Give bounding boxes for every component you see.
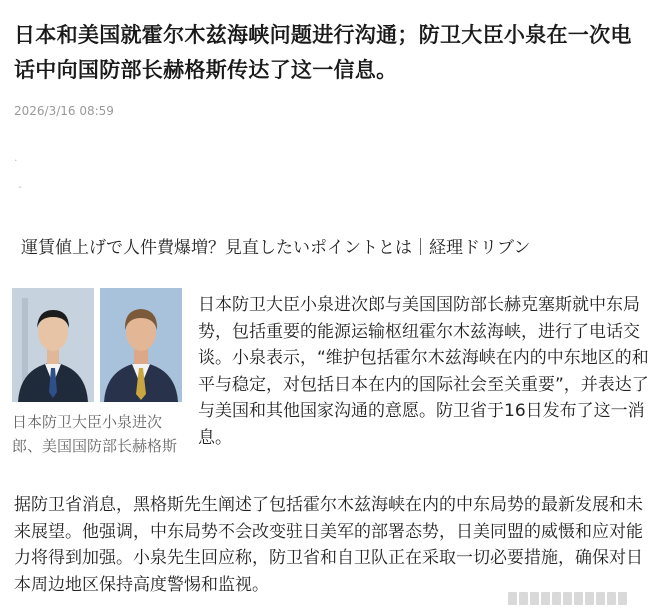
article-paragraph: 日本防卫大臣小泉进次郎与美国国防部长赫克塞斯就中东局势，包括重要的能源运输枢纽霍尔木兹海峡，进行了电话交谈。小泉表示，“维护包括霍尔木兹海峡在内的中东地区的和平与稳定，对包括日本在内的国际社会至关重要”，并表达了与美国和其他国家沟通的意愿。防卫省于16日发布了这一消息。 [198,295,649,448]
separator-dot: · [14,154,18,167]
article-paragraph: 据防卫省消息，黑格斯先生阐述了包括霍尔木兹海峡在内的中东局势的最新发展和未来展望。他强调，中东局势不会改变驻日美军的部署态势，日美同盟的威慑和应对能力将得到加强。小泉先生回应称，防卫省和自卫队正在采取一切必要措施，确保对日本周边地区保持高度警惕和监视。 [14,495,643,595]
photo-caption: 日本防卫大臣小泉进次郎、美国国防部长赫格斯 [12,413,178,455]
portrait-image [100,288,182,402]
blurred-watermark [508,590,642,606]
koizumi-photo [12,288,94,402]
publish-date: 2026/3/16 08:59 [14,104,114,118]
ad-link[interactable]: 運賃値上げで人件費爆増？見直したいポイントとは｜経理ドリブン [21,238,531,258]
hegseth-photo [100,288,182,402]
photo-pair [12,288,182,402]
article-title: 日本和美国就霍尔木兹海峡问题进行沟通；防卫大臣小泉在一次电话中向国防部长赫格斯传达了这一信息。 [14,23,632,82]
separator-dot: - [18,180,22,193]
portrait-image [12,288,94,402]
